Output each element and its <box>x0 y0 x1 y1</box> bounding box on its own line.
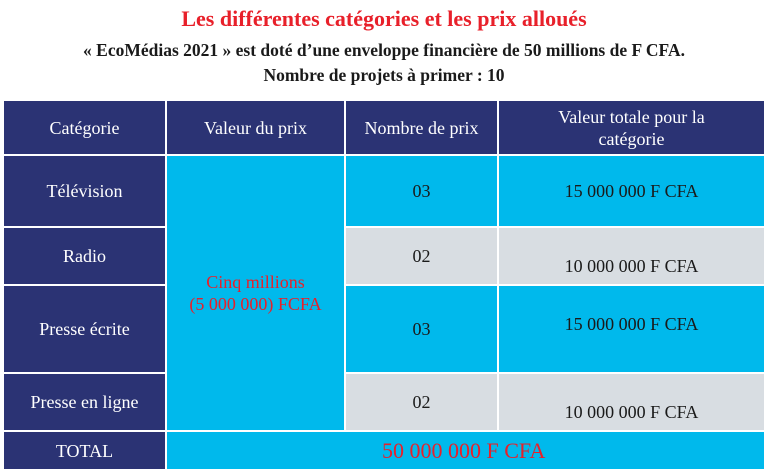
category-cell-presse-en-ligne <box>4 374 165 430</box>
count-cell-radio <box>346 228 497 284</box>
count-value: 03 <box>412 319 431 339</box>
count-cell-presse-ecrite <box>346 286 497 372</box>
category-label: Télévision <box>46 181 123 201</box>
category-label: Radio <box>63 246 106 266</box>
subtitle-line-2: Nombre de projets à primer : 10 <box>263 65 505 85</box>
category-cell-television <box>4 156 165 226</box>
header-nombre-prix <box>346 101 497 154</box>
category-label: Presse en ligne <box>30 392 139 412</box>
category-cell-radio <box>4 228 165 284</box>
header-label: Valeur du prix <box>204 117 307 138</box>
count-value: 03 <box>412 181 431 201</box>
header-label: Catégorie <box>49 117 120 138</box>
header-valeur-totale <box>499 101 764 154</box>
subtitle-line-1: « EcoMédias 2021 » est doté d’une enveloppe financière de 50 millions de F CFA. <box>83 40 685 60</box>
total-cell-presse-ecrite <box>499 286 764 372</box>
prize-value-line-2: (5 000 000) FCFA <box>189 294 322 314</box>
total-row-label <box>4 432 165 469</box>
page-title: Les différentes catégories et les prix alloués <box>181 6 587 31</box>
prize-value-cell <box>167 156 344 430</box>
count-cell-television <box>346 156 497 226</box>
total-value: 10 000 000 F CFA <box>564 256 699 276</box>
total-value: 15 000 000 F CFA <box>564 181 699 201</box>
category-label: Presse écrite <box>39 319 130 339</box>
total-value: 10 000 000 F CFA <box>564 402 699 422</box>
total-label: TOTAL <box>55 440 114 461</box>
header-label: Nombre de prix <box>364 117 479 138</box>
count-value: 02 <box>412 392 431 412</box>
total-cell-presse-en-ligne <box>499 374 764 430</box>
total-value: 15 000 000 F CFA <box>564 314 699 334</box>
count-cell-presse-en-ligne <box>346 374 497 430</box>
grand-total-value: 50 000 000 F CFA <box>382 437 546 463</box>
header-label: Valeur totale pour la catégorie <box>558 106 705 149</box>
total-cell-radio <box>499 228 764 284</box>
count-value: 02 <box>412 246 431 266</box>
header-valeur-prix <box>167 101 344 154</box>
prize-value-line-1: Cinq millions <box>206 272 305 292</box>
header-categorie <box>4 101 165 154</box>
total-row-value <box>167 432 764 469</box>
total-cell-television <box>499 156 764 226</box>
category-cell-presse-ecrite <box>4 286 165 372</box>
